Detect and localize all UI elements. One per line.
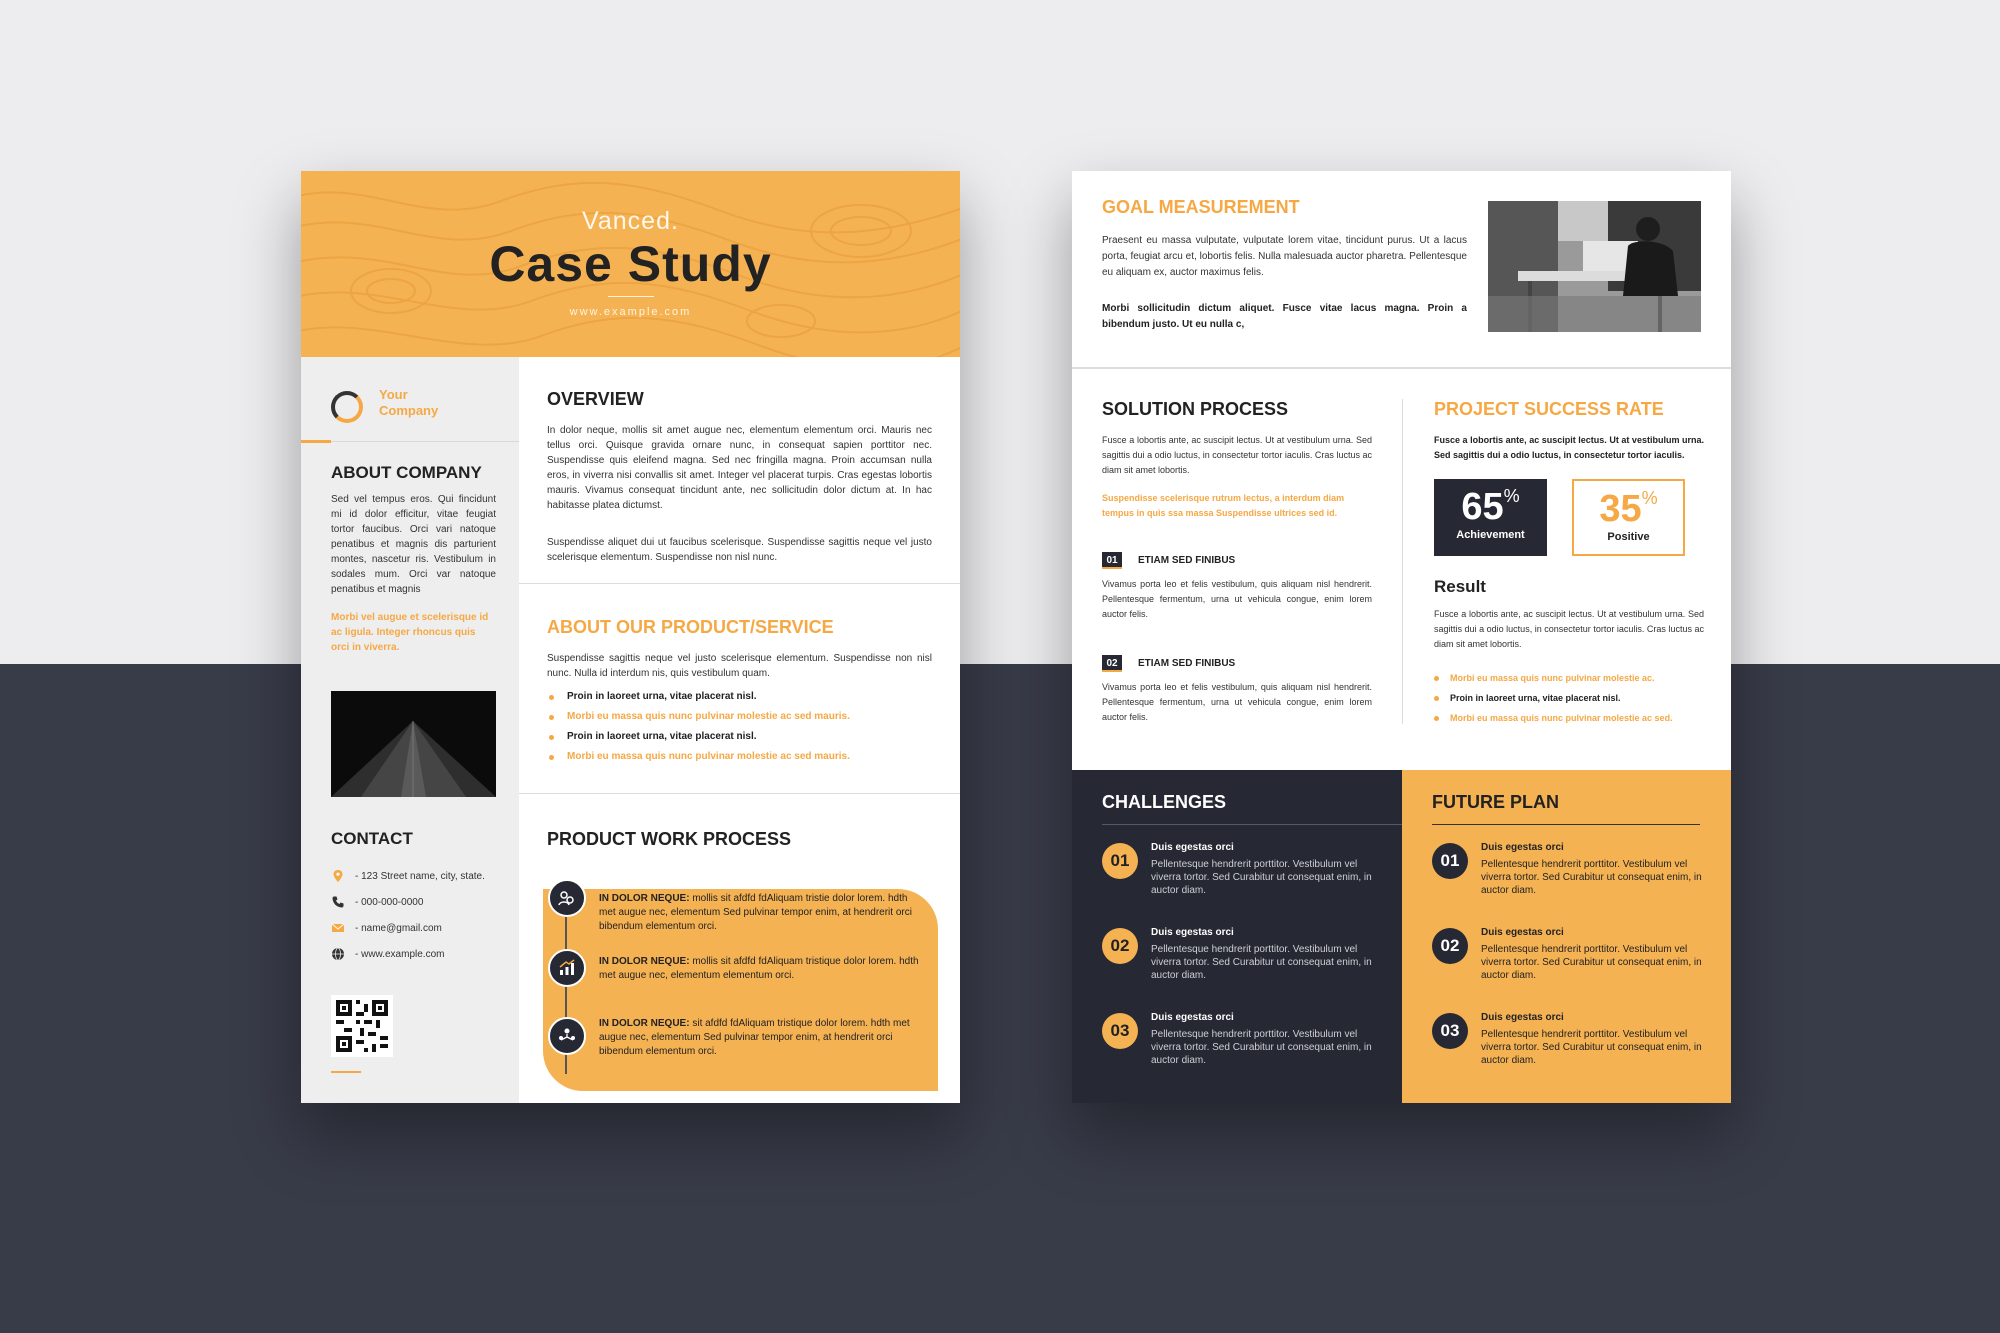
stat-value xyxy=(1434,485,1547,529)
product-title: ABOUT OUR PRODUCT/SERVICE xyxy=(547,617,834,637)
about-company-body: Sed vel tempus eros. Qui fincidunt mi id dolor efficitur, vitae feugiat tortor faucibus. Orci vari natoque penatibus et magnis dis parturient montes, nascetur ris. Vestibulum in sodales mum. Orci var natoque penatibus et magnis xyxy=(331,494,496,595)
list-item: Morbi eu massa quis nunc pulvinar molestie ac sed mauris. xyxy=(547,747,937,767)
achievement-stat xyxy=(1434,479,1547,556)
success-body: Fusce a lobortis ante, ac suscipit lectus. Ut at vestibulum urna. Sed sagittis dui a odio luctus, in consectetur tortor iaculis. xyxy=(1434,435,1704,460)
qr-code-icon xyxy=(331,995,393,1057)
brochure-page-back xyxy=(1072,171,1731,1103)
email-icon xyxy=(331,921,345,935)
work-step-text: mollis sit afdfd fdAliquam tristique dolor lorem. hdth met augue nec, elementum elementum orci. xyxy=(599,956,919,981)
plan-heading: Duis egestas orci xyxy=(1481,842,1564,853)
contact-phone xyxy=(331,895,423,909)
success-title: PROJECT SUCCESS RATE xyxy=(1434,399,1664,419)
work-process-title: PRODUCT WORK PROCESS xyxy=(547,829,792,849)
work-step-1 xyxy=(599,892,919,934)
contact-address xyxy=(331,869,485,883)
brochure-page-front xyxy=(301,171,960,1103)
challenge-number: 03 xyxy=(1102,1013,1138,1049)
plan-number: 03 xyxy=(1432,1013,1468,1049)
solution-step-number: 02 xyxy=(1102,655,1122,672)
stat-value xyxy=(1574,487,1683,531)
about-company-accent: Morbi vel augue et scelerisque id ac ligula. Integer rhoncus quis orci in viverra. xyxy=(331,612,489,653)
challenge-body: Pellentesque hendrerit porttitor. Vestibulum vel viverra tortor. Sed Curabitur ut consequat enim, in auctor diam. xyxy=(1151,1029,1372,1066)
web-text[interactable]: - www.example.com xyxy=(355,948,445,960)
solution-title: SOLUTION PROCESS xyxy=(1102,399,1289,419)
section-divider xyxy=(519,793,960,794)
challenge-number: 01 xyxy=(1102,843,1138,879)
list-item: Morbi eu massa quis nunc pulvinar molestie ac sed mauris. xyxy=(547,707,937,727)
company-logo-text xyxy=(379,387,479,419)
list-item: Morbi eu massa quis nunc pulvinar molestie ac sed. xyxy=(1434,708,1704,728)
page-title: Case Study xyxy=(489,236,772,292)
work-step-text: sit afdfd fdAliquam tristique dolor lorem. hdth met augue nec, elementum Sed pulvinar tempor enim, at hendrerit orci bibendum elementum orci. xyxy=(599,1018,910,1057)
building-photo xyxy=(331,691,496,797)
column-divider xyxy=(1402,399,1403,724)
list-item: Proin in laoreet urna, vitae placerat nisl. xyxy=(1434,688,1704,708)
main-column xyxy=(519,357,960,1103)
overview-body-2: Suspendisse aliquet dui ut faucibus scelerisque. Suspendisse sagittis neque vel justo scelerisque elementum. Suspendisse non nisl nunc. xyxy=(547,537,932,563)
phone-icon xyxy=(331,895,345,909)
office-photo xyxy=(1488,201,1701,332)
stat-number: 65 xyxy=(1461,486,1504,528)
positive-stat xyxy=(1572,479,1685,556)
logo-line-2: Company xyxy=(379,403,439,418)
location-icon xyxy=(331,869,345,883)
work-step-lead: IN DOLOR NEQUE: xyxy=(599,956,690,967)
growth-icon xyxy=(548,949,586,987)
sidebar-footer-accent xyxy=(331,1071,361,1073)
title-divider xyxy=(608,296,654,297)
challenge-heading: Duis egestas orci xyxy=(1151,842,1234,853)
stat-unit: % xyxy=(1503,486,1520,506)
work-step-3 xyxy=(599,1017,919,1059)
challenge-heading: Duis egestas orci xyxy=(1151,927,1234,938)
stat-unit: % xyxy=(1641,488,1658,508)
solution-step-heading: ETIAM SED FINIBUS xyxy=(1138,658,1236,669)
list-item: Proin in laoreet urna, vitae placerat nisl. xyxy=(547,727,937,747)
solution-step-body: Vivamus porta leo et felis vestibulum, quis aliquam nisl hendrerit. Pellentesque fermentum, urna ut vehicula congue, enim lorem auctor felis. xyxy=(1102,682,1372,722)
solution-body: Fusce a lobortis ante, ac suscipit lectus. Ut at vestibulum urna. Sed sagittis dui a odio luctus, in consectetur tortor iaculis. Cras luctus ac diam sit amet lobortis. xyxy=(1102,435,1372,475)
work-step-lead: IN DOLOR NEQUE: xyxy=(599,1018,690,1029)
future-plan-panel xyxy=(1402,770,1731,1103)
stat-label: Positive xyxy=(1607,531,1650,543)
people-icon xyxy=(548,1017,586,1055)
panel-divider xyxy=(1432,824,1700,825)
stat-number: 35 xyxy=(1599,488,1642,530)
logo-line-1: Your xyxy=(379,387,408,402)
plan-body: Pellentesque hendrerit porttitor. Vestibulum vel viverra tortor. Sed Curabitur ut consequat enim, in auctor diam. xyxy=(1481,859,1702,896)
plan-heading: Duis egestas orci xyxy=(1481,1012,1564,1023)
work-step-2 xyxy=(599,955,919,983)
goal-body-1: Praesent eu massa vulputate, vulputate lorem vitae, tincidunt purus. Ut a lacus porta, feugiat arcu et, lobortis felis. Nulla malesuada auctor pharetra. Pellentesque eu aliquam ex, auctor maximus felis. xyxy=(1102,235,1467,278)
panel-divider xyxy=(1102,824,1402,825)
list-item: Morbi eu massa quis nunc pulvinar molestie ac. xyxy=(1434,668,1704,688)
hero-url: www.example.com xyxy=(569,306,692,318)
challenge-heading: Duis egestas orci xyxy=(1151,1012,1234,1023)
plan-number: 02 xyxy=(1432,928,1468,964)
goal-title: GOAL MEASUREMENT xyxy=(1102,197,1300,217)
solution-step-heading: ETIAM SED FINIBUS xyxy=(1138,555,1236,566)
product-body: Suspendisse sagittis neque vel justo scelerisque elementum. Suspendisse non nisl nunc. Nulla id interdum nis, quis vestibulum quam. xyxy=(547,653,932,679)
overview-title: OVERVIEW xyxy=(547,389,644,409)
section-divider xyxy=(1072,367,1731,369)
result-body: Fusce a lobortis ante, ac suscipit lectus. Ut at vestibulum urna. Sed sagittis dui a odio luctus, in consectetur tortor iaculis. Cras luctus ac diam sit amet lobortis. xyxy=(1434,609,1704,649)
sidebar-divider xyxy=(301,441,519,442)
challenges-title: CHALLENGES xyxy=(1102,792,1227,812)
company-logo-icon xyxy=(331,391,363,423)
result-title: Result xyxy=(1434,577,1486,596)
brand-name: Vanced. xyxy=(582,207,679,235)
work-step-text: mollis sit afdfd fdAliquam tristie dolor lorem. hdth met augue nec, elementum Sed pulvinar tempor enim, at hendrerit orci bibendum elementum orci. xyxy=(599,893,912,932)
phone-text[interactable]: - 000-000-0000 xyxy=(355,896,424,908)
stat-label: Achievement xyxy=(1456,529,1525,541)
plan-number: 01 xyxy=(1432,843,1468,879)
challenges-panel xyxy=(1072,770,1402,1103)
contact-email xyxy=(331,921,442,935)
solution-step-body: Vivamus porta leo et felis vestibulum, quis aliquam nisl hendrerit. Pellentesque fermentum, urna ut vehicula congue, enim lorem auctor felis. xyxy=(1102,579,1372,619)
plan-body: Pellentesque hendrerit porttitor. Vestibulum vel viverra tortor. Sed Curabitur ut consequat enim, in auctor diam. xyxy=(1481,1029,1702,1066)
about-company-title: ABOUT COMPANY xyxy=(331,463,482,482)
work-step-lead: IN DOLOR NEQUE: xyxy=(599,893,690,904)
challenge-number: 02 xyxy=(1102,928,1138,964)
product-bullets xyxy=(547,687,937,767)
contact-web xyxy=(331,947,444,961)
overview-body-1: In dolor neque, mollis sit amet augue nec, elementum elementum orci. Mauris nec tellus orci. Quisque gravida ornare nunc, in consequat sapien porttitor nec. Suspendisse quis eleifend magna. Sed nec fringilla magna. Proin accumsan nulla eros, in viverra nisi convallis sit amet. Integer vel placerat turpis. Cras egestas lobortis mauris. Vivamus consequat tincidunt ante, nec sollicitudin dolor dictum at. In hac habitasse platea dictumst. xyxy=(547,425,932,511)
hero-banner xyxy=(301,171,960,357)
solution-step-number: 01 xyxy=(1102,552,1122,569)
result-bullets xyxy=(1434,668,1704,728)
challenge-body: Pellentesque hendrerit porttitor. Vestibulum vel viverra tortor. Sed Curabitur ut consequat enim, in auctor diam. xyxy=(1151,859,1372,896)
sidebar xyxy=(301,357,519,1103)
contact-title: CONTACT xyxy=(331,829,413,848)
globe-icon xyxy=(331,947,345,961)
plan-body: Pellentesque hendrerit porttitor. Vestibulum vel viverra tortor. Sed Curabitur ut consequat enim, in auctor diam. xyxy=(1481,944,1702,981)
team-icon xyxy=(548,879,586,917)
challenge-body: Pellentesque hendrerit porttitor. Vestibulum vel viverra tortor. Sed Curabitur ut consequat enim, in auctor diam. xyxy=(1151,944,1372,981)
address-text: - 123 Street name, city, state. xyxy=(355,870,485,882)
plan-heading: Duis egestas orci xyxy=(1481,927,1564,938)
future-plan-title: FUTURE PLAN xyxy=(1432,792,1559,812)
goal-body-2: Morbi sollicitudin dictum aliquet. Fusce vitae lacus magna. Proin a bibendum justo. Ut eu nulla c, xyxy=(1102,303,1467,330)
solution-accent: Suspendisse scelerisque rutrum lectus, a interdum diam tempus in quis ssa massa Suspendisse ultrices sed id. xyxy=(1102,493,1345,518)
list-item: Proin in laoreet urna, vitae placerat nisl. xyxy=(547,687,937,707)
email-text[interactable]: - name@gmail.com xyxy=(355,922,442,934)
section-divider xyxy=(519,583,960,584)
